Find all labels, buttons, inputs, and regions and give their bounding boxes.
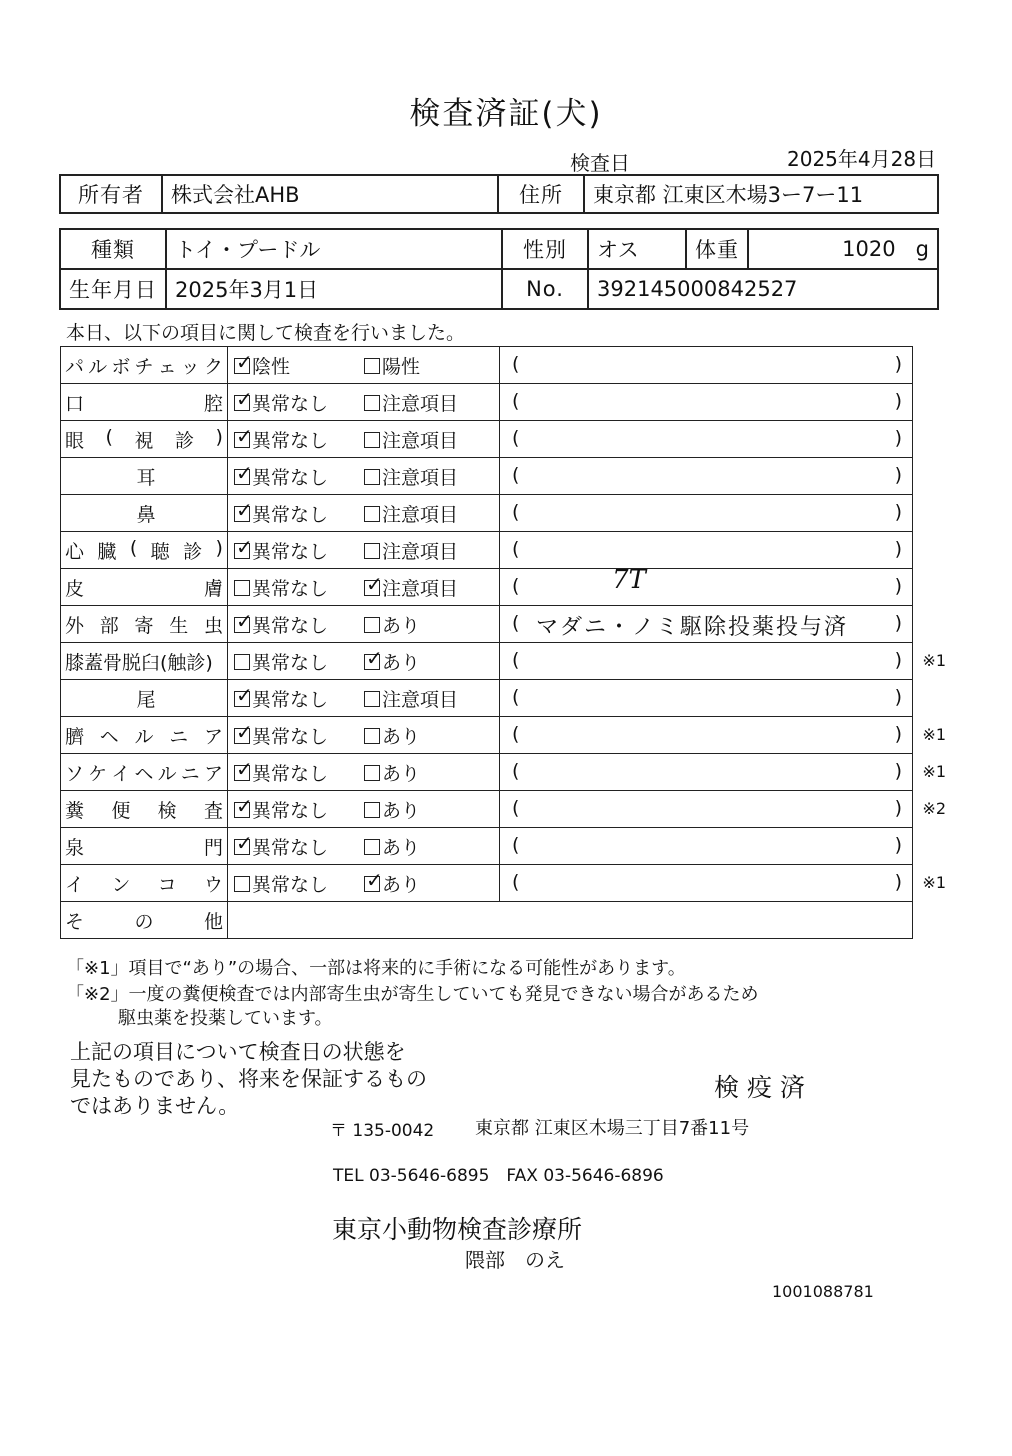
option-1-cell xyxy=(228,421,365,458)
checkbox-icon xyxy=(364,506,380,522)
item-char: ボ xyxy=(111,355,131,378)
option-1-cell xyxy=(228,495,365,532)
checkbox-icon xyxy=(234,654,250,670)
paren-open: ( xyxy=(512,871,520,893)
checkbox-icon xyxy=(234,876,250,892)
checkbox-icon xyxy=(364,469,380,485)
note-cell xyxy=(500,754,946,791)
item-char: 寄 xyxy=(134,614,154,637)
option-1-label: 異常なし xyxy=(252,466,329,489)
item-char: 心 xyxy=(65,540,85,563)
option-2-label: 陽性 xyxy=(382,355,421,378)
item-char: ル xyxy=(134,725,154,748)
option-1-label: 異常なし xyxy=(252,799,329,822)
check-item-label xyxy=(65,537,227,564)
item-char: 便 xyxy=(111,799,131,822)
option-2-label: 注意項目 xyxy=(382,540,459,563)
paren-open: ( xyxy=(512,797,520,819)
item-char: 生 xyxy=(169,614,189,637)
option-1-cell xyxy=(228,569,365,606)
paren-close: ) xyxy=(894,760,902,782)
item-char: ヘ xyxy=(134,762,154,785)
paren-open: ( xyxy=(512,686,520,708)
item-char: ニ xyxy=(169,725,189,748)
check-row xyxy=(61,865,913,902)
checkbox-icon xyxy=(364,691,380,707)
checkbox-icon xyxy=(234,580,250,596)
check-row xyxy=(61,495,913,532)
item-char: パ xyxy=(65,355,85,378)
option-1-cell xyxy=(228,828,365,865)
note-cell xyxy=(500,717,946,754)
footnote-mark: ※1 xyxy=(922,873,946,892)
check-row xyxy=(61,569,913,606)
checkbox-icon xyxy=(364,395,380,411)
paren-open: ( xyxy=(512,390,520,412)
option-2-cell xyxy=(364,643,500,680)
item-char: ン xyxy=(111,873,131,896)
weight-label: 体重 xyxy=(686,229,748,269)
document-id: 1001088781 xyxy=(772,1282,874,1301)
check-item-name xyxy=(61,384,228,421)
option-1-label: 異常なし xyxy=(252,392,329,415)
item-char: 虫 xyxy=(203,614,223,637)
checkbox-icon xyxy=(364,876,380,892)
check-item-name xyxy=(61,347,228,384)
paren-open: ( xyxy=(512,464,520,486)
note-cell xyxy=(500,606,913,643)
item-char: の xyxy=(134,910,154,933)
item-char: ル xyxy=(157,762,177,785)
check-row xyxy=(61,384,913,421)
option-1-cell xyxy=(228,754,365,791)
check-item-name xyxy=(61,828,228,865)
paren-close: ) xyxy=(894,871,902,893)
option-2-cell xyxy=(364,347,500,384)
item-char: ア xyxy=(203,762,223,785)
option-2-cell xyxy=(364,495,500,532)
paren-open: ( xyxy=(512,353,520,375)
option-1-cell xyxy=(228,791,365,828)
note-cell xyxy=(500,421,913,458)
footnote-mark: ※2 xyxy=(922,799,946,818)
option-2-label: あり xyxy=(382,873,421,896)
sex-value: オス xyxy=(588,229,686,269)
item-char: ニ xyxy=(180,762,200,785)
dob-label: 生年月日 xyxy=(60,269,166,309)
check-row xyxy=(61,347,913,384)
option-1-label: 異常なし xyxy=(252,873,329,896)
item-char: イ xyxy=(65,873,85,896)
check-item-label xyxy=(65,796,227,823)
checkbox-icon xyxy=(234,691,250,707)
exam-date-value: 2025年4月28日 xyxy=(787,147,937,171)
checkbox-icon xyxy=(234,432,250,448)
paren-close: ) xyxy=(894,464,902,486)
paren-open: ( xyxy=(512,612,520,634)
item-char: 他 xyxy=(203,910,223,933)
item-char: ( xyxy=(105,425,113,448)
option-2-label: あり xyxy=(382,651,421,674)
item-char: 臓 xyxy=(97,540,117,563)
check-row xyxy=(61,754,913,791)
item-char: 臍 xyxy=(65,725,85,748)
check-item-label xyxy=(65,611,227,638)
note-cell xyxy=(500,680,913,717)
note-cell xyxy=(500,828,913,865)
item-char: イ xyxy=(111,762,131,785)
paren-close: ) xyxy=(894,797,902,819)
check-row-other xyxy=(61,902,913,939)
option-2-label: あり xyxy=(382,614,421,637)
item-char: コ xyxy=(157,873,177,896)
doctor-name: 隈部 のえ xyxy=(465,1248,565,1272)
option-2-cell xyxy=(364,680,500,717)
item-char: 腔 xyxy=(203,392,223,415)
option-1-cell xyxy=(228,717,365,754)
check-row xyxy=(61,643,913,680)
footnote-2a: 「※2」一度の糞便検査では内部寄生虫が寄生していても発見できない場合があるため xyxy=(66,984,759,1005)
paren-close: ) xyxy=(894,649,902,671)
paren-close: ) xyxy=(894,834,902,856)
option-2-label: あり xyxy=(382,799,421,822)
kind-value: トイ・プードル xyxy=(166,229,502,269)
checkbox-icon xyxy=(234,617,250,633)
paren-close: ) xyxy=(894,686,902,708)
item-char: 診 xyxy=(175,429,195,452)
checkbox-icon xyxy=(234,765,250,781)
option-1-cell xyxy=(228,680,365,717)
check-item-label: 尾 xyxy=(136,688,156,711)
item-char: 部 xyxy=(99,614,119,637)
owner-table xyxy=(59,174,939,214)
option-1-label: 異常なし xyxy=(252,503,329,526)
kind-label: 種類 xyxy=(60,229,166,269)
note-cell xyxy=(500,565,913,606)
check-item-name xyxy=(61,532,228,569)
paren-close: ) xyxy=(894,538,902,560)
owner-label: 所有者 xyxy=(60,175,162,213)
paren-close: ) xyxy=(894,612,902,634)
option-2-cell xyxy=(364,569,500,606)
check-item-name xyxy=(61,717,228,754)
other-label xyxy=(65,907,227,934)
item-char: ケ xyxy=(88,762,108,785)
paren-close: ) xyxy=(894,427,902,449)
paren-open: ( xyxy=(512,501,520,523)
check-item-name xyxy=(61,865,228,902)
option-1-cell xyxy=(228,347,365,384)
option-1-label: 異常なし xyxy=(252,688,329,711)
checkbox-icon xyxy=(364,765,380,781)
checkbox-icon xyxy=(234,543,250,559)
owner-value: 株式会社AHB xyxy=(162,175,498,213)
check-item-label xyxy=(65,352,227,379)
check-item-name xyxy=(61,754,228,791)
checkbox-icon xyxy=(364,358,380,374)
item-char: 診 xyxy=(183,540,203,563)
option-2-label: あり xyxy=(382,836,421,859)
option-2-cell xyxy=(364,791,500,828)
item-char: 聴 xyxy=(150,540,170,563)
document-title: 検査済証(犬) xyxy=(409,96,603,132)
option-1-label: 異常なし xyxy=(252,762,329,785)
note-cell xyxy=(500,791,946,828)
weight-unit: g xyxy=(915,237,929,261)
footnote-mark: ※1 xyxy=(922,725,946,744)
item-char: チ xyxy=(134,355,154,378)
check-item-label: 膝蓋骨脱臼(触診) xyxy=(65,651,213,674)
check-item-label xyxy=(65,833,227,860)
dob-value: 2025年3月1日 xyxy=(166,269,502,309)
pet-table xyxy=(59,228,939,310)
item-char: 査 xyxy=(203,799,223,822)
check-item-label xyxy=(65,870,227,897)
checkbox-icon xyxy=(234,506,250,522)
check-row xyxy=(61,532,913,569)
option-2-label: あり xyxy=(382,725,421,748)
disclaimer-line-3: ではありません。 xyxy=(70,1094,240,1118)
check-item-label xyxy=(65,722,227,749)
no-label: No. xyxy=(502,269,588,309)
note-cell xyxy=(500,643,946,680)
check-row xyxy=(61,828,913,865)
paren-close: ) xyxy=(894,575,902,597)
checkbox-icon xyxy=(364,802,380,818)
item-char: ウ xyxy=(203,873,223,896)
check-item-label xyxy=(65,759,227,786)
option-1-label: 異常なし xyxy=(252,577,329,600)
disclaimer-line-1: 上記の項目について検査日の状態を xyxy=(70,1040,406,1064)
footnote-1: 「※1」項目で“あり”の場合、一部は将来的に手術になる可能性があります。 xyxy=(66,958,686,979)
postal-code: 〒 135-0042 xyxy=(330,1121,435,1141)
paren-open: ( xyxy=(512,538,520,560)
item-char: ヘ xyxy=(99,725,119,748)
sex-label: 性別 xyxy=(502,229,588,269)
checkbox-icon xyxy=(364,580,380,596)
item-char: 眼 xyxy=(65,429,85,452)
option-2-label: 注意項目 xyxy=(382,392,459,415)
option-1-label: 異常なし xyxy=(252,651,329,674)
option-2-label: あり xyxy=(382,762,421,785)
paren-open: ( xyxy=(512,723,520,745)
note-text: マダニ・ノミ駆除投薬投与済 xyxy=(536,615,849,640)
checkbox-icon xyxy=(364,432,380,448)
checkbox-icon xyxy=(364,543,380,559)
check-item-label xyxy=(65,426,227,453)
option-2-label: 注意項目 xyxy=(382,429,459,452)
option-1-cell xyxy=(228,865,365,902)
check-row xyxy=(61,717,913,754)
checkbox-icon xyxy=(364,654,380,670)
weight-cell xyxy=(748,229,938,269)
intro-text: 本日、以下の項目に関して検査を行いました。 xyxy=(66,322,466,344)
check-item-name xyxy=(61,495,228,532)
item-char: 膚 xyxy=(203,577,223,600)
checkbox-icon xyxy=(234,469,250,485)
check-item-name xyxy=(61,569,228,606)
item-char: 糞 xyxy=(65,799,85,822)
disclaimer-line-2: 見たものであり、将来を保証するもの xyxy=(70,1067,427,1091)
checkbox-icon xyxy=(364,839,380,855)
note-cell xyxy=(500,347,913,384)
address-value: 東京都 江東区木場3ー7ー11 xyxy=(584,175,938,213)
note-cell xyxy=(500,458,913,495)
footnote-mark: ※1 xyxy=(922,651,946,670)
clinic-phone-fax: TEL 03-5646-6895 FAX 03-5646-6896 xyxy=(333,1166,664,1186)
item-char: 口 xyxy=(65,392,85,415)
note-cell xyxy=(500,384,913,421)
note-cell xyxy=(500,532,913,569)
weight-value: 1020 xyxy=(842,237,896,261)
paren-open: ( xyxy=(512,575,520,597)
option-2-label: 注意項目 xyxy=(382,688,459,711)
option-2-cell xyxy=(364,717,500,754)
clinic-address: 東京都 江東区木場三丁目7番11号 xyxy=(475,1118,750,1139)
option-1-cell xyxy=(228,458,365,495)
option-2-cell xyxy=(364,754,500,791)
check-row xyxy=(61,606,913,643)
item-char: 外 xyxy=(65,614,85,637)
paren-open: ( xyxy=(512,427,520,449)
checkbox-icon xyxy=(234,395,250,411)
option-2-cell xyxy=(364,458,500,495)
check-row xyxy=(61,791,913,828)
option-2-cell xyxy=(364,828,500,865)
paren-close: ) xyxy=(894,390,902,412)
other-value-cell xyxy=(228,902,913,939)
exam-date-label: 検査日 xyxy=(570,151,630,175)
option-2-label: 注意項目 xyxy=(382,466,459,489)
item-char: 門 xyxy=(203,836,223,859)
item-char: ア xyxy=(203,725,223,748)
item-char: ) xyxy=(215,425,223,448)
address-label: 住所 xyxy=(498,175,584,213)
paren-open: ( xyxy=(512,834,520,856)
clinic-name: 東京小動物検査診療所 xyxy=(332,1215,583,1244)
item-char: ク xyxy=(203,355,223,378)
option-1-cell xyxy=(228,532,365,569)
checkbox-icon xyxy=(364,728,380,744)
item-char: ェ xyxy=(157,355,177,378)
option-1-cell xyxy=(228,606,365,643)
check-item-name xyxy=(61,643,228,680)
option-1-label: 異常なし xyxy=(252,836,329,859)
option-1-label: 異常なし xyxy=(252,614,329,637)
item-char: ッ xyxy=(180,355,200,378)
option-2-cell xyxy=(364,532,500,569)
check-item-name xyxy=(61,606,228,643)
checkbox-icon xyxy=(234,802,250,818)
note-cell xyxy=(500,495,913,532)
other-label-cell xyxy=(61,902,228,939)
option-1-label: 異常なし xyxy=(252,725,329,748)
check-item-name xyxy=(61,458,228,495)
option-1-label: 異常なし xyxy=(252,540,329,563)
checkbox-icon xyxy=(234,358,250,374)
check-row xyxy=(61,458,913,495)
check-row xyxy=(61,680,913,717)
footnote-2b: 駆虫薬を投薬しています。 xyxy=(118,1008,333,1029)
check-item-label: 鼻 xyxy=(136,503,156,526)
item-char: ( xyxy=(129,536,138,559)
item-char: ) xyxy=(215,536,223,559)
option-2-cell xyxy=(364,606,500,643)
check-item-name xyxy=(61,680,228,717)
checkbox-icon xyxy=(234,839,250,855)
paren-close: ) xyxy=(894,501,902,523)
item-char: ル xyxy=(88,355,108,378)
checks-table xyxy=(60,346,946,939)
item-char: 泉 xyxy=(65,836,85,859)
item-char: 視 xyxy=(134,429,154,452)
item-char: そ xyxy=(65,910,85,933)
option-1-label: 異常なし xyxy=(252,429,329,452)
option-2-label: 注意項目 xyxy=(382,503,459,526)
option-1-cell xyxy=(228,643,365,680)
handwritten-note: 7T xyxy=(612,565,646,595)
option-1-cell xyxy=(228,384,365,421)
option-2-label: 注意項目 xyxy=(382,577,459,600)
paren-close: ) xyxy=(894,723,902,745)
option-2-cell xyxy=(364,865,500,902)
option-1-label: 陰性 xyxy=(252,355,291,378)
check-item-label: 耳 xyxy=(136,466,156,489)
inspected-stamp: 検 疫 済 xyxy=(714,1073,805,1102)
checkbox-icon xyxy=(234,728,250,744)
footnote-mark: ※1 xyxy=(922,762,946,781)
check-item-name xyxy=(61,791,228,828)
option-2-cell xyxy=(364,421,500,458)
item-char: 検 xyxy=(157,799,177,822)
item-char: 皮 xyxy=(65,577,85,600)
option-2-cell xyxy=(364,384,500,421)
check-item-label xyxy=(65,389,227,416)
check-row xyxy=(61,421,913,458)
paren-open: ( xyxy=(512,649,520,671)
note-cell xyxy=(500,865,946,902)
check-item-name xyxy=(61,421,228,458)
check-item-label xyxy=(65,574,227,601)
paren-close: ) xyxy=(894,353,902,375)
item-char: ソ xyxy=(65,762,85,785)
paren-open: ( xyxy=(512,760,520,782)
no-value: 392145000842527 xyxy=(588,269,938,309)
checkbox-icon xyxy=(364,617,380,633)
